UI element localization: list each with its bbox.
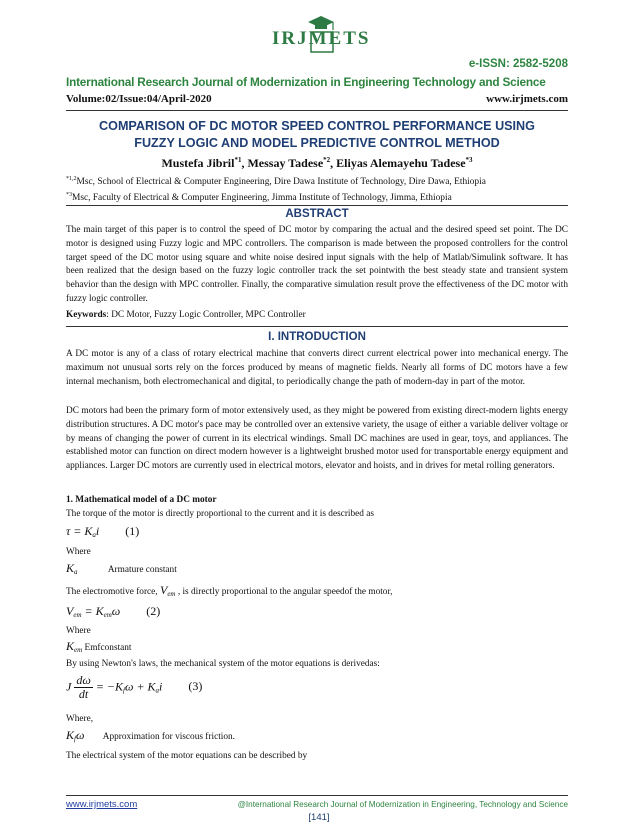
abstract-text: The main target of this paper is to control the speed of DC motor by comparing the actual and the desired speed set point. The DC motor is designed using Fuzzy logic and MPC controllers. The comparison is made between the proposed controllers for the control target speed of the DC motor using square and white noise desired input signals with the help of Matlab/Simulink software. It has been realized that the design based on the fuzzy logic controller track the set pointwith the best steady state and transient system behavior than the design with MPC controller. Finally, the comparative simulation result prove the effectiveness of the DC motor with fuzzy logic controller.	[66, 225, 568, 304]
footer-divider	[66, 795, 568, 796]
volume-row	[66, 93, 568, 105]
affiliation: $^{*3}$Msc, Faculty of Electrical & Computer Engineering, Jimma Institute of Technology, Jimma, Ethiopia	[66, 192, 452, 204]
body-text: The electrical system of the motor equations can be described by	[66, 751, 308, 761]
author-name: Messay Tadese	[247, 156, 324, 170]
header-divider	[66, 110, 568, 111]
intro-paragraph: DC motors had been the primary form of motor extensively used, as they might be powered from existing direct-modern lights energy distribution structures. A DC motor's pace may be controlled over an extensive variety, the usage of either a variable deliver voltage or by means of changing the power of current in its electrical windings. Small DC machines are used in gear, toys, and appliances. The established motor can function on direct modern however is a lightweight brushed motor used for transportable energy equipment and appliances. Larger DC motors are currently used in electrical motors, elevator and hoists, and in drives for metal rolling generators.	[66, 406, 568, 472]
body-text: The torque of the motor is directly proportional to the current and it is described as	[66, 509, 375, 519]
issn: e-ISSN: 2582-5208	[468, 58, 568, 70]
footer-copyright: @International Research Journal of Modernization in Engineering, Technology and Science	[237, 800, 568, 809]
symbol-definition: $K_f\omega$ Approximation for viscous friction.	[66, 728, 235, 743]
intro-paragraph: A DC motor is any of a class of rotary electrical machine that converts direct current electrical power into mechanical energy. The maximum not unusual sorts rely on the forces produced by means of magnetic fields. Nearly all forms of DC motors have a few internal mechanism, both electromechanical and digital, to periodically change the path of modern-day in part of the motor.	[66, 349, 568, 387]
page-number: [141]	[308, 812, 330, 823]
intro-heading: I. INTRODUCTION	[268, 331, 366, 343]
body-text: Where	[66, 547, 91, 557]
symbol-definition: $K_a$ Armature constant	[66, 561, 177, 576]
body-text: Where,	[66, 714, 94, 724]
abstract-heading: ABSTRACT	[285, 208, 349, 220]
affiliation: $^{*1,2}$Msc, School of Electrical & Computer Engineering, Dire Dawa Institute of Technology, Dire Dawa, Ethiopia	[66, 176, 486, 188]
keywords: Keywords: DC Motor, Fuzzy Logic Controller, MPC Controller	[66, 310, 306, 320]
body-text: Where	[66, 626, 91, 636]
symbol-definition: $K_{em}$ Emfconstant	[66, 639, 132, 654]
equation-2: $V_{em} = K_{em}\omega$ (2)	[66, 604, 161, 619]
header-website: www.irjmets.com	[486, 93, 568, 105]
author-name: Mustefa Jibril	[161, 156, 235, 170]
journal-name: International Research Journal of Modernization in Engineering Technology and Science	[66, 75, 546, 89]
footer-website-link[interactable]: www.irjmets.com	[66, 799, 138, 810]
equation-3: J $\frac{d\omega}{dt}$ = $-K_f\omega + K_ai$ (3)	[66, 673, 203, 701]
body-text: The electromotive force, $V_{em}$ , is directly proportional to the angular speedof the motor,	[66, 583, 393, 598]
volume-issue: Volume:02/Issue:04/April-2020	[66, 93, 212, 105]
affiliation-divider	[66, 205, 568, 206]
paper-title: COMPARISON OF DC MOTOR SPEED CONTROL PERFORMANCE USING FUZZY LOGIC AND MODEL PREDICTIVE CONTROL METHOD	[99, 119, 535, 150]
author-list: Mustefa Jibril$^{*1}$, Messay Tadese$^{*2}$, Eliyas Alemayehu Tadese$^{*3}$	[161, 156, 473, 170]
author-name: Eliyas Alemayehu Tadese	[336, 156, 466, 170]
journal-logo	[266, 14, 376, 60]
body-text: By using Newton's laws, the mechanical system of the motor equations is derivedas:	[66, 659, 380, 669]
equation-1: $\tau = K_ai$ (1)	[66, 524, 140, 539]
section-heading: 1. Mathematical model of a DC motor	[66, 495, 217, 505]
keywords-divider	[66, 326, 568, 327]
logo-wordmark: IRJMETS	[272, 28, 371, 49]
